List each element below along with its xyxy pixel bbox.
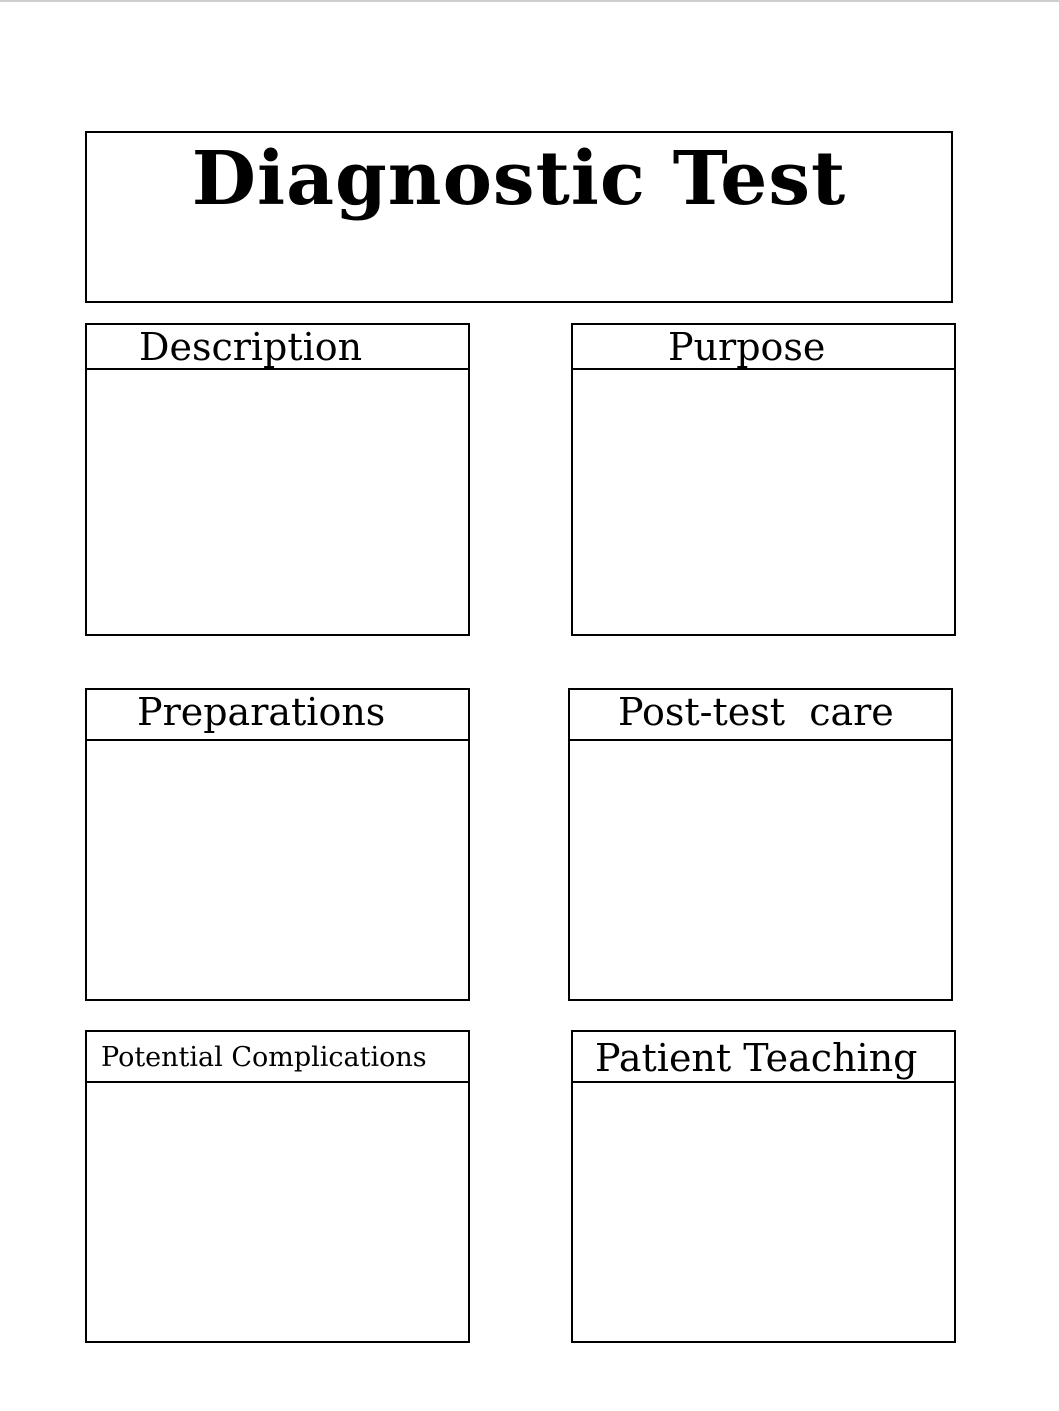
section-preparations (85, 688, 470, 1001)
potential-complications-field[interactable] (87, 1083, 468, 1341)
section-label-patient-teaching: Patient Teaching (595, 1036, 918, 1080)
post-test-care-field[interactable] (570, 741, 951, 999)
section-post-test-care (568, 688, 953, 1001)
section-header-potential-complications (87, 1032, 468, 1083)
purpose-field[interactable] (573, 370, 954, 634)
title-box (85, 131, 953, 303)
preparations-field[interactable] (87, 741, 468, 999)
page-title: Diagnostic Test (191, 136, 847, 222)
section-header-preparations (87, 690, 468, 741)
section-label-purpose: Purpose (668, 325, 826, 369)
section-label-potential-complications: Potential Complications (101, 1042, 427, 1073)
description-field[interactable] (87, 370, 468, 634)
section-header-patient-teaching (573, 1032, 954, 1083)
section-purpose (571, 323, 956, 636)
section-label-description: Description (139, 325, 363, 369)
section-header-purpose (573, 325, 954, 370)
section-label-preparations: Preparations (137, 690, 386, 734)
section-potential-complications (85, 1030, 470, 1343)
section-header-post-test-care (570, 690, 951, 741)
page-top-rule (0, 0, 1059, 2)
section-patient-teaching (571, 1030, 956, 1343)
section-description (85, 323, 470, 636)
section-header-description (87, 325, 468, 370)
section-label-post-test-care: Post-test care (618, 690, 894, 734)
patient-teaching-field[interactable] (573, 1083, 954, 1341)
